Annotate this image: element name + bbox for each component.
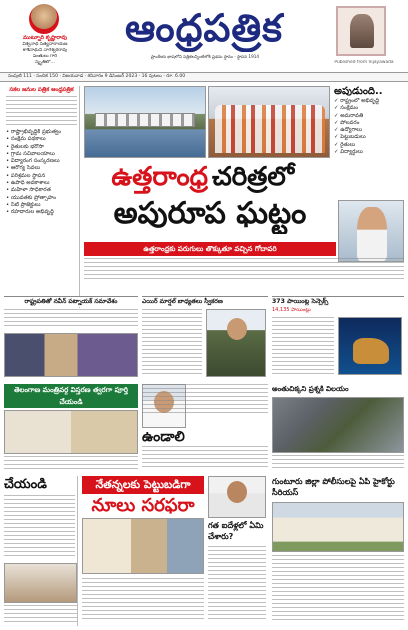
list-item-text: అమరావతి [340,112,364,119]
lead-headline-part2: చరిత్రలో [212,162,295,192]
list-item-text: సంక్షేమ పథకాలు [10,136,46,143]
list-item-text: గ్రామ సచివాలయాలు [10,150,55,157]
tunnel-title: అంతుచిక్కని ప్రశ్నకి విలయం [272,385,349,393]
ceremony-photo [208,86,330,158]
leader-photo [338,200,404,262]
list-item-text: పెట్టుబడులు [340,134,366,141]
row2-col3 [272,296,404,380]
lead-sub-banner: ఉత్తరాంధ్రకు పరుగులు తొక్కుతూ వచ్చిన గోదావరి [84,242,336,256]
leader-figure [357,207,387,262]
founder-quote-4: పంతులు గారి [32,54,58,59]
list-item-text: రాష్ట్రంలో అభివృద్ధి [340,98,380,104]
lower-left-photo [4,563,77,603]
strip: ప్రాంతీయ భాషలోని పత్రికలన్నింటిలోకి ప్రథమ స్థానం · స్థాపన 1914 [150,54,260,59]
row2-col2 [142,296,268,380]
list-item: • గ్రామ సచివాలయాలు [6,150,55,157]
lead-body [84,258,404,280]
lower-left-text [4,495,75,559]
list-item-text: సంక్షేమం [340,105,359,112]
lead-headline-line2: అపురూప ఘట్టం [113,196,307,231]
lower-left-text-2 [4,605,77,623]
list-item: • యువతకు ప్రోత్సాహం [6,194,57,201]
left-column [4,86,80,308]
court-photo [272,502,404,552]
dam-photo [84,86,206,158]
list-item: • సంక్షేమ పథకాలు [6,136,46,143]
list-item: • ఉపాధి అవకాశాలు [6,180,50,187]
mid-left [4,384,138,472]
list-item: ✓ రైతులు [334,141,356,148]
politician-face [227,481,247,503]
list-item-text: యువతకు ప్రోత్సాహం [10,194,57,201]
list-item: ✓ రాష్ట్రంలో అభివృద్ధి [334,98,380,104]
list-item: • నీటి ప్రాజెక్టులు [6,201,41,208]
list-item-text: రైతులకు భరోసా [10,143,45,150]
founder-quote-3: కాశీనాథుని నాగేశ్వరరావు [22,48,68,53]
stock-photo [338,317,402,375]
list-item-text: నీటి ప్రాజెక్టులు [10,201,41,208]
list-item: ✓ సంక్షేమం [334,105,359,112]
lower-center-text [82,578,204,622]
mid-center-intro [142,384,268,414]
tunnel-story [272,384,404,472]
lower-right-text [272,555,404,623]
lower-center-title-2: నూలు సరఫరా [91,495,195,516]
stock-bull [353,338,389,364]
stamp-portrait [336,6,386,56]
lower-center-question: గత ఐదేళ్లలో ఏమి చేశారు? [208,521,264,541]
lead-headline-part1: ఉత్తరాంధ్ర [111,162,208,192]
list-item-text: విద్యార్థులు [340,149,363,156]
list-item-text: ఆరోగ్య సేవలు [10,165,41,172]
lower-center-photo [82,518,204,574]
founder-quote-1: ముట్నూరి కృష్ణారావు [22,35,68,41]
mid-left-title: తెలంగాణ మంత్రివర్గ విస్తరణ త్వరగా పూర్తి చేయండి [4,384,138,408]
date-line [0,72,408,82]
row2-col1 [4,296,138,380]
founder-quote-5: స్మృతిలో... [35,60,55,65]
lower-center-title-1: నేతన్నలకు పెట్టుబడిగా [82,476,204,494]
list-item: ✓ అమరావతి [334,112,364,119]
row2-col2-text [142,309,202,377]
list-item: • ఆరోగ్య సేవలు [6,165,41,172]
row2-col2-title: ఎయిర్ మార్షల్ బాధ్యతలు స్వీకరణ [142,298,223,305]
lower-right [272,476,404,626]
row2-col1-photo [4,333,138,377]
lower-right-title: గుంటూరు జిల్లా పోలీసులపై ఏపి హైకోర్టు సీరియస్ [272,477,395,497]
list-item: ✓ విద్యార్థులు [334,149,363,156]
publisher-note: Published from Vijayawada [334,60,394,65]
lower-center [82,476,268,626]
mid-left-photo [4,410,138,454]
row2-col1-text [4,309,138,329]
list-item: ✓ పోలవరం [334,119,360,126]
list-item-text: మహిళా సాధికారత [10,187,51,194]
lower-left [4,476,78,626]
row2-col3-sub: 14,135 పాయింట్లు [272,307,311,313]
lower-left-title: చేయండి [4,477,47,492]
list-item: • విద్యారంగ సంస్కరణలు [6,158,60,165]
right-top-column [334,86,406,158]
list-item-text: రాష్ట్రాభివృద్ధికి ప్రభుత్వం [10,129,61,135]
list-item-text: రైతులు [340,141,356,148]
list-item-text: పోలవరం [340,119,360,126]
stamp-photo [350,14,374,48]
list-item-text: ఉపాధి అవకాశాలు [10,180,50,187]
crowd [215,105,325,153]
officer-photo [206,309,266,377]
mid-center-text [142,446,268,468]
lead-headline [84,160,336,240]
lower-center-question-text [208,546,266,622]
list-item-text: రహదారుల అభివృద్ధి [10,209,54,216]
mid-center [142,384,268,472]
politician-photo [208,476,266,518]
dam-structure [95,113,195,127]
list-item: • రైతులకు భరోసా [6,143,45,150]
officer-face [227,318,247,340]
masthead [0,0,408,72]
list-item: • పరిశ్రమల స్థాపన [6,172,46,179]
mid-left-text [4,456,138,470]
list-item-text: ఉద్యోగాలు [340,127,363,134]
row2-col3-text [272,317,334,375]
list-item: ✓ ఉద్యోగాలు [334,127,363,134]
newspaper-title: ఆంధ్రపత్రిక [125,5,283,50]
founder-photo [29,4,59,34]
founder-portrait [6,4,84,68]
list-item: • రాష్ట్రాభివృద్ధికి ప్రభుత్వం [6,129,61,135]
date-line-text: సంపుటి 111 · సంచిక 150 · విజయవాడ · శనివారం 9 డిసెంబర్ 2023 · 16 పుటలు · రూ. 6.00 [8,74,186,79]
row2-col1-title: రాష్ట్రపతితో నవీన్ పట్నాయక్ సమావేశం [4,297,138,307]
founder-quote-2: విశ్వనాథ సత్యనారాయణ [22,42,68,47]
row2-col3-title: 373 పాయింట్ల సెన్సెక్స్ [272,298,329,305]
list-item: ✓ పెట్టుబడులు [334,134,366,141]
list-item-text: పరిశ్రమల స్థాపన [10,172,46,179]
tunnel-text [272,455,404,471]
left-intro: సకల జనుల పత్రిక ఆంధ్రపత్రిక [9,87,74,93]
list-item-text: విద్యారంగ సంస్కరణలు [10,158,60,165]
right-top-headline: అపుడుంది.. [334,86,383,97]
left-intro-text [6,96,77,126]
list-item: • మహిళా సాధికారత [6,187,51,194]
mid-center-title: ఉండాలి [142,429,185,445]
list-item: • రహదారుల అభివృద్ధి [6,209,54,216]
tunnel-photo [272,397,404,453]
left-bullet-list [4,128,79,218]
